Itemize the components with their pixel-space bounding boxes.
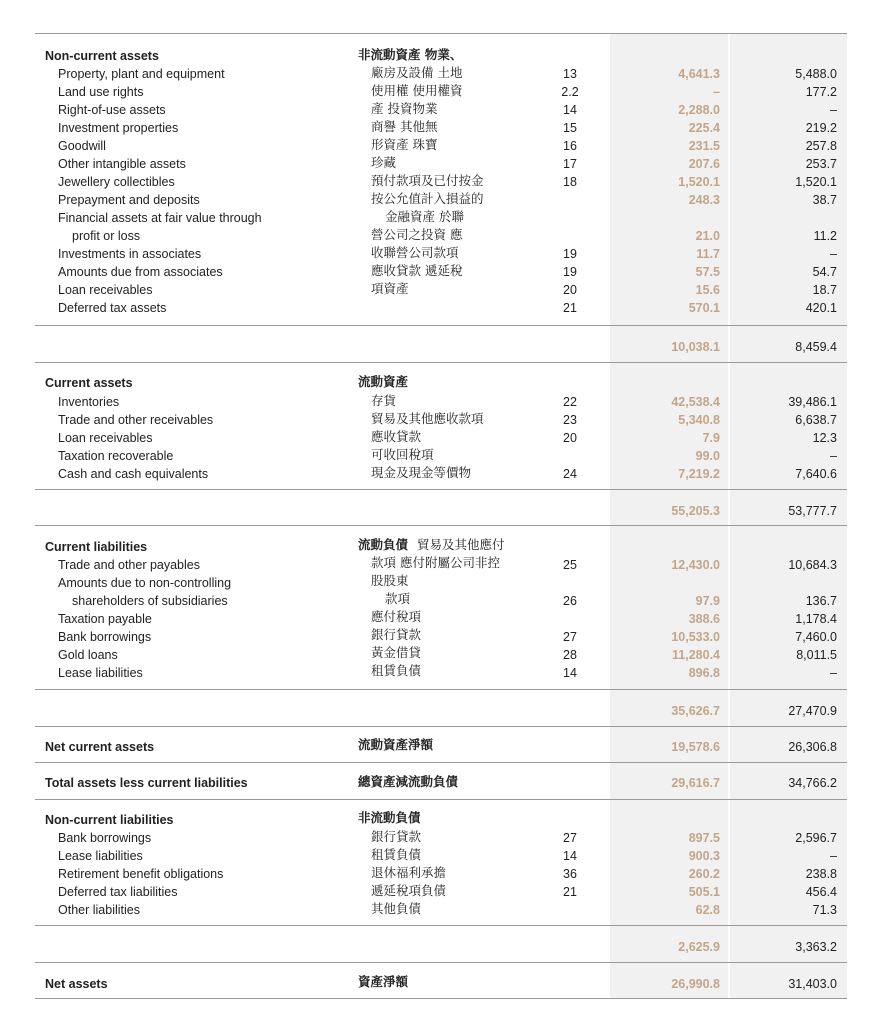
value-current: 207.6 <box>688 157 720 171</box>
zh-line: 非流動資產 物業、 <box>358 47 463 62</box>
zh-line: 應收貸款 遞延稅 <box>371 263 463 278</box>
note-ref: 16 <box>563 139 577 153</box>
value-prior: 1,520.1 <box>795 175 837 189</box>
zh-label: 應收貸款 <box>371 429 422 444</box>
zh-line: 廠房及設備 土地 <box>371 65 463 80</box>
row-label: Financial assets at fair value through <box>58 211 262 225</box>
rule <box>35 325 847 326</box>
value-prior: 6,638.7 <box>795 413 837 427</box>
row-label: Inventories <box>58 395 120 409</box>
value-current: 1,520.1 <box>678 175 720 189</box>
row-label: Lease liabilities <box>58 849 143 863</box>
value-current: 2,288.0 <box>678 103 720 117</box>
value-current: 248.3 <box>688 193 720 207</box>
subtotal-prior: 8,459.4 <box>795 340 837 354</box>
row-label: Gold loans <box>58 648 118 662</box>
value-prior: 34,766.2 <box>788 776 837 790</box>
value-prior: 38.7 <box>812 193 837 207</box>
row-label: Bank borrowings <box>58 630 152 644</box>
value-current: 505.1 <box>688 885 720 899</box>
row-label: Jewellery collectibles <box>58 175 175 189</box>
note-ref: 20 <box>563 431 577 445</box>
zh-line: 使用權 使用權資 <box>371 83 463 98</box>
zh-label: 貿易及其他應收款項 <box>371 411 484 426</box>
row-label: Bank borrowings <box>58 831 152 845</box>
net-assets-label: Net assets <box>45 977 108 991</box>
row-label: shareholders of subsidiaries <box>72 594 228 608</box>
note-ref: 13 <box>563 67 577 81</box>
row-label: Prepayment and deposits <box>58 193 200 207</box>
rule <box>35 962 847 963</box>
rule <box>35 689 847 690</box>
zh-line: 形資產 珠寶 <box>371 137 438 152</box>
value-current: 388.6 <box>688 612 720 626</box>
row-label: Goodwill <box>58 139 106 153</box>
value-prior: – <box>830 449 837 463</box>
value-prior: 71.3 <box>812 903 837 917</box>
value-current: 26,990.8 <box>671 977 720 991</box>
value-current: 7,219.2 <box>678 467 720 481</box>
zh-line: 預付款項及已付按金 <box>371 173 484 188</box>
value-prior: 8,011.5 <box>796 648 837 662</box>
value-prior: 26,306.8 <box>788 740 837 754</box>
note-ref: 23 <box>563 413 577 427</box>
zh-label: 其他負債 <box>371 901 422 916</box>
value-current: 570.1 <box>688 301 720 315</box>
row-label: Deferred tax liabilities <box>58 885 178 899</box>
value-prior: 11.2 <box>813 229 837 243</box>
value-current: 99.0 <box>695 449 720 463</box>
note-ref: 14 <box>563 103 577 117</box>
zh-label: 退休福利承擔 <box>371 865 447 880</box>
note-ref: 19 <box>563 265 577 279</box>
row-label: Land use rights <box>58 85 144 99</box>
rule <box>35 925 847 926</box>
section-heading-noncurrent-liabilities: Non-current liabilities <box>45 813 174 827</box>
row-label: Right-of-use assets <box>58 103 166 117</box>
row-label: Retirement benefit obligations <box>58 867 224 881</box>
zh-heading: 流動負債 <box>358 537 409 552</box>
subtotal-prior: 27,470.9 <box>788 704 837 718</box>
value-current: 11.7 <box>696 247 720 261</box>
value-current: 42,538.4 <box>671 395 720 409</box>
value-current: 7.9 <box>702 431 720 445</box>
row-label: Investments in associates <box>58 247 202 261</box>
subtotal-prior: 53,777.7 <box>788 504 837 518</box>
value-prior: – <box>830 849 837 863</box>
zh-line: 營公司之投資 應 <box>371 227 463 242</box>
zh-line: 金融資產 於聯 <box>385 209 464 224</box>
value-prior: 18.7 <box>812 283 837 297</box>
section-heading-current-assets: Current assets <box>45 376 133 390</box>
zh-line: 股股東 <box>371 573 409 588</box>
zh-label: 總資產減流動負債 <box>358 774 459 789</box>
zh-line: 按公允值計入損益的 <box>371 191 484 206</box>
note-ref: 15 <box>563 121 577 135</box>
rule-top <box>35 33 847 34</box>
zh-label: 流動資產淨額 <box>358 737 434 752</box>
zh-line: 商譽 其他無 <box>371 119 438 134</box>
value-prior: 136.7 <box>805 594 837 608</box>
zh-line: 產 投資物業 <box>371 101 438 116</box>
row-label: Trade and other receivables <box>58 413 214 427</box>
zh-line: 黃金借貸 <box>371 645 422 660</box>
note-ref: 19 <box>563 247 577 261</box>
section-heading-noncurrent-assets: Non-current assets <box>45 49 159 63</box>
note-ref: 26 <box>563 594 577 608</box>
value-current: 19,578.6 <box>671 740 720 754</box>
value-current: 29,616.7 <box>671 776 720 790</box>
value-prior: – <box>830 666 837 680</box>
value-current: 62.8 <box>695 903 720 917</box>
zh-label: 銀行貸款 <box>371 829 422 844</box>
value-prior: 7,640.6 <box>795 467 837 481</box>
rule <box>35 726 847 727</box>
note-ref: 21 <box>563 301 577 315</box>
zh-line: 珍藏 <box>371 155 397 170</box>
row-label: profit or loss <box>72 229 141 243</box>
value-prior: – <box>830 247 837 261</box>
row-label: Investment properties <box>58 121 179 135</box>
subtotal-prior: 3,363.2 <box>795 940 837 954</box>
row-label: Amounts due from associates <box>58 265 223 279</box>
balance-sheet-table <box>35 33 847 999</box>
value-current: 15.6 <box>695 283 720 297</box>
value-current: 897.5 <box>688 831 720 845</box>
row-label: Taxation payable <box>58 612 152 626</box>
note-ref: 22 <box>563 395 577 409</box>
value-current: 5,340.8 <box>678 413 720 427</box>
note-ref: 2.2 <box>561 85 579 99</box>
zh-label: 資產淨額 <box>358 974 409 989</box>
value-prior: 2,596.7 <box>795 831 837 845</box>
value-prior: 10,684.3 <box>788 558 837 572</box>
note-ref: 21 <box>563 885 577 899</box>
zh-label: 存貨 <box>371 393 397 408</box>
value-current: 12,430.0 <box>671 558 720 572</box>
note-ref: 20 <box>563 283 577 297</box>
rule <box>35 489 847 490</box>
value-current: 11,280.4 <box>672 648 720 662</box>
value-current: 10,533.0 <box>671 630 720 644</box>
section-heading-current-liabilities: Current liabilities <box>45 540 148 554</box>
note-ref: 25 <box>563 558 577 572</box>
value-prior: 12.3 <box>812 431 837 445</box>
value-prior: 177.2 <box>805 85 837 99</box>
row-label: Lease liabilities <box>58 666 143 680</box>
note-ref: 27 <box>563 831 577 845</box>
value-current: 21.0 <box>695 229 720 243</box>
subtotal-current: 35,626.7 <box>671 704 720 718</box>
value-current: 900.3 <box>688 849 720 863</box>
value-current: 97.9 <box>695 594 720 608</box>
row-label: Other liabilities <box>58 903 140 917</box>
note-ref: 36 <box>563 867 577 881</box>
value-prior: 54.7 <box>812 265 837 279</box>
value-prior: 456.4 <box>805 885 837 899</box>
zh-line: 款項 <box>385 591 411 606</box>
value-prior: 257.8 <box>805 139 837 153</box>
value-current: 231.5 <box>688 139 720 153</box>
zh-line: 應付稅項 <box>371 609 422 624</box>
value-prior: 39,486.1 <box>788 395 837 409</box>
value-current: 896.8 <box>688 666 720 680</box>
note-ref: 14 <box>563 666 577 680</box>
rule <box>35 799 847 800</box>
zh-line: 銀行貸款 <box>371 627 422 642</box>
note-ref: 17 <box>563 157 577 171</box>
zh-line: 租賃負債 <box>371 663 422 678</box>
zh-label: 可收回稅項 <box>371 447 434 462</box>
subtotal-current: 2,625.9 <box>678 940 720 954</box>
value-prior: 238.8 <box>805 867 837 881</box>
zh-label: 現金及現金等價物 <box>371 465 472 480</box>
row-label: Amounts due to non-controlling <box>58 576 232 590</box>
row-label: Loan receivables <box>58 431 153 445</box>
value-prior: 1,178.4 <box>795 612 837 626</box>
value-prior: 253.7 <box>805 157 837 171</box>
value-current: 225.4 <box>688 121 720 135</box>
zh-label: 遞延稅項負債 <box>371 883 447 898</box>
note-ref: 24 <box>563 467 577 481</box>
subtotal-current: 55,205.3 <box>671 504 720 518</box>
zh-line: 收聯營公司款項 <box>371 245 459 260</box>
row-label: Property, plant and equipment <box>58 67 225 81</box>
net-current-assets-label: Net current assets <box>45 740 155 754</box>
zh-heading: 非流動負債 <box>358 810 421 825</box>
value-prior: – <box>830 103 837 117</box>
value-current: – <box>713 85 720 99</box>
total-assets-less-label: Total assets less current liabilities <box>45 776 248 790</box>
row-label: Other intangible assets <box>58 157 186 171</box>
row-label: Trade and other payables <box>58 558 200 572</box>
value-prior: 31,403.0 <box>788 977 837 991</box>
note-ref: 14 <box>563 849 577 863</box>
value-prior: 420.1 <box>805 301 837 315</box>
value-prior: 7,460.0 <box>795 630 837 644</box>
row-label: Deferred tax assets <box>58 301 167 315</box>
zh-label: 租賃負債 <box>371 847 422 862</box>
zh-line: 款項 應付附屬公司非控 <box>371 555 500 570</box>
note-ref: 27 <box>563 630 577 644</box>
subtotal-current: 10,038.1 <box>671 340 720 354</box>
zh-line: 項資產 <box>371 281 409 296</box>
rule-bottom <box>35 998 847 999</box>
value-current: 260.2 <box>688 867 720 881</box>
value-current: 4,641.3 <box>678 67 720 81</box>
value-current: 57.5 <box>695 265 720 279</box>
zh-line: 貿易及其他應付 <box>417 537 505 552</box>
rule <box>35 525 847 526</box>
row-label: Taxation recoverable <box>58 449 174 463</box>
row-label: Cash and cash equivalents <box>58 467 209 481</box>
value-prior: 5,488.0 <box>795 67 837 81</box>
note-ref: 28 <box>563 648 577 662</box>
row-label: Loan receivables <box>58 283 153 297</box>
value-prior: 219.2 <box>805 121 837 135</box>
note-ref: 18 <box>563 175 577 189</box>
rule <box>35 762 847 763</box>
zh-heading: 流動資產 <box>358 374 409 389</box>
rule <box>35 362 847 363</box>
